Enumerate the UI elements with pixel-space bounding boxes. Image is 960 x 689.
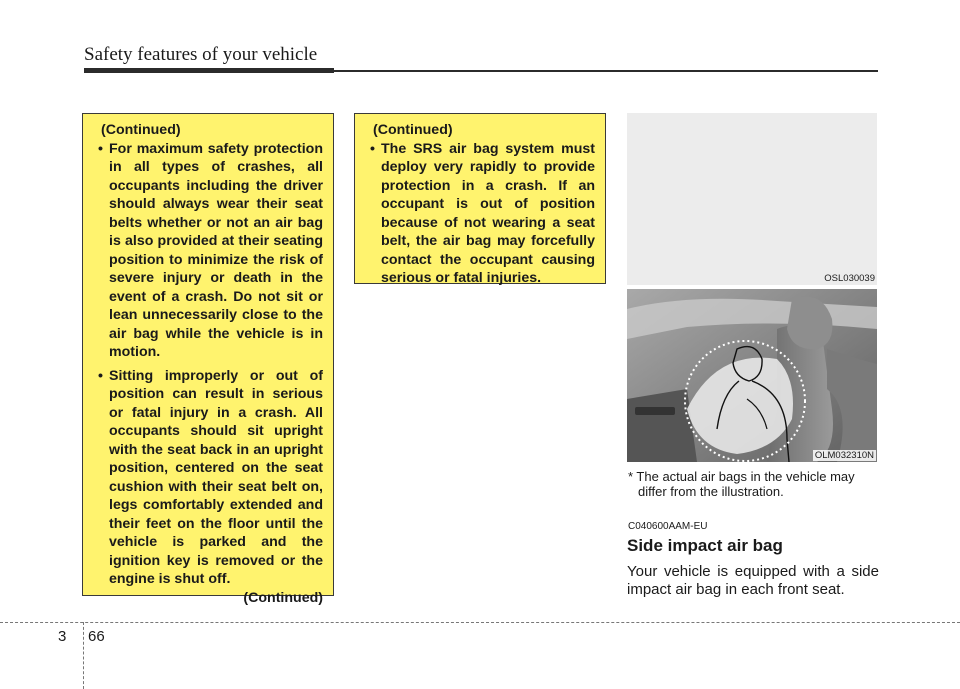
header-rule-thin [334,70,878,72]
footer-divider [83,622,84,689]
warning-bullet: • For maximum safety protection in all types of crashes, all occupants including the driver should always wear their seat belts whether or not an air bag is also provided at their seating position to minimize the risk of severe injury or death in the event of a crash. Do not sit or lean unnecessarily close to the air bag while the vehicle is in motion. [93,140,323,362]
side-airbag-illustration [627,289,877,462]
warning-bullet: • The SRS air bag system must deploy very rapidly to provide protection in a crash. If an occupant is out of position because of not wearing a seat belt, the air bag may forcefully contact the occupant causing serious or fatal injuries. [365,140,595,288]
caption-line-1: * The actual air bags in the vehicle may [628,469,855,484]
figure-placeholder-top [627,113,877,285]
seat-airbag-drawing [627,289,877,462]
warning-box-middle [354,113,606,284]
page-number: 66 [88,628,105,645]
section-code: C040600AAM-EU [628,521,708,532]
footer-rule [0,622,960,623]
warning-box-left [82,113,334,606]
section-title: Side impact air bag [627,536,783,555]
chapter-number: 3 [58,628,67,645]
figure-caption [628,469,878,499]
continued-label-top: (Continued) [373,122,453,138]
caption-line-2: differ from the illustration. [638,484,784,499]
figure-code-top: OSL030039 [824,273,875,284]
section-body: Your vehicle is equipped with a side impact air bag in each front seat. [627,563,879,598]
header-rule-thick [84,68,334,73]
figure-code-bottom: OLM032310N [814,450,874,461]
continued-label-top: (Continued) [101,122,181,138]
page-header-title: Safety features of your vehicle [84,44,318,65]
warning-bullet: • Sitting improperly or out of position can result in serious or fatal injury in a crash. All occupants should sit upright with the seat back in an upright position, centered on the seat cushion with their seat belt on, legs comfortably extended and their feet on the floor until the vehicle is parked and the ignition key is removed or the engine is shut off. [93,367,323,589]
header-rule [84,68,878,73]
continued-label-bottom: (Continued) [243,589,323,606]
